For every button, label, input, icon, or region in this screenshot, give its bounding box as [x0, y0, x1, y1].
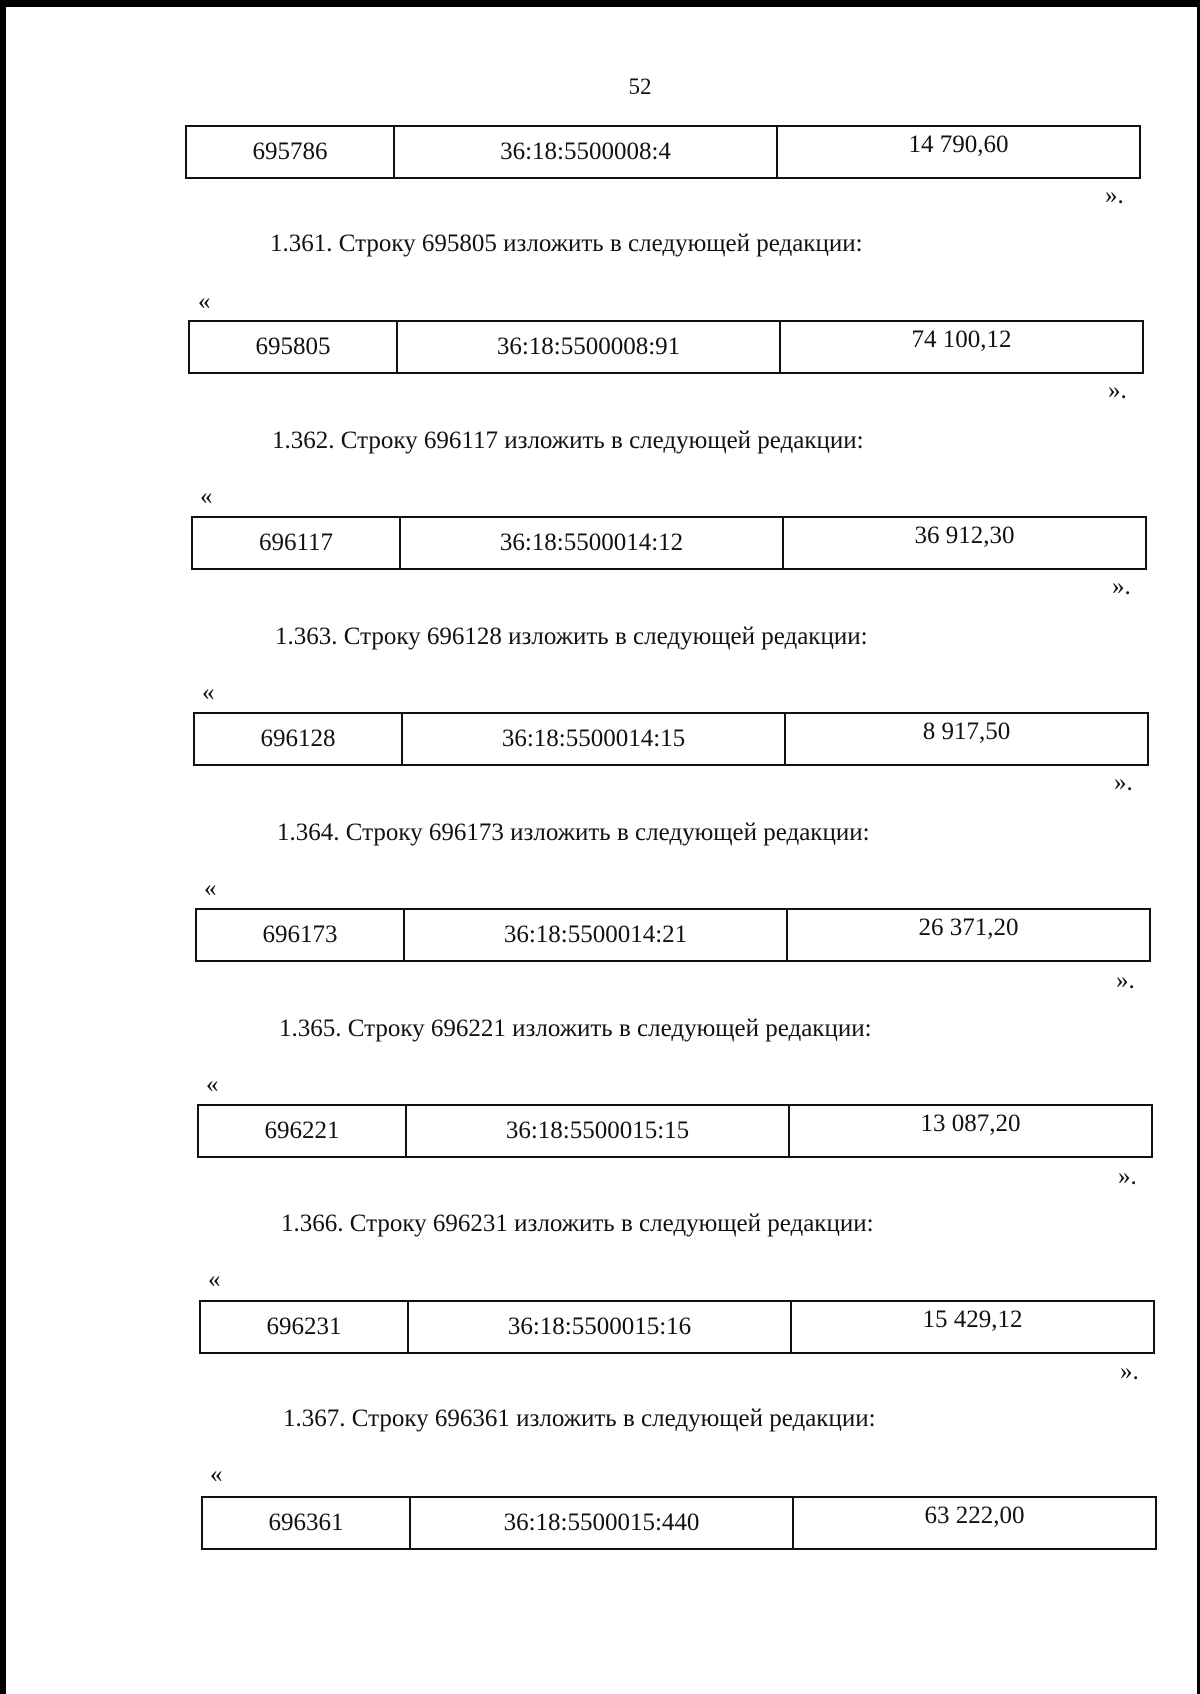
opening-quote: « [208, 1266, 221, 1293]
cadastral-number-cell: 36:18:5500014:21 [404, 909, 787, 961]
amendment-table [191, 516, 1147, 570]
closing-quote: ». [1114, 769, 1133, 796]
value-cell: 14 790,60 [777, 126, 1140, 178]
table-row [186, 126, 1140, 178]
opening-quote: « [202, 679, 215, 706]
closing-quote: ». [1120, 1358, 1139, 1385]
scan-border-top [0, 0, 1200, 7]
amendment-instruction: 1.361. Строку 695805 изложить в следующей редакции: [270, 230, 863, 257]
row-number-cell: 696173 [196, 909, 404, 961]
cadastral-number-cell: 36:18:5500014:12 [400, 517, 783, 569]
amendment-instruction: 1.363. Строку 696128 изложить в следующей редакции: [275, 623, 868, 650]
row-number-cell: 696361 [202, 1497, 410, 1549]
row-number-cell: 695805 [189, 321, 397, 373]
opening-quote: « [204, 875, 217, 902]
scan-border-left [0, 0, 6, 1694]
amendment-instruction: 1.362. Строку 696117 изложить в следующей редакции: [272, 427, 864, 454]
opening-quote: « [200, 483, 213, 510]
amendment-table [201, 1496, 1157, 1550]
closing-quote: ». [1118, 1163, 1137, 1190]
row-number-cell: 696231 [200, 1301, 408, 1353]
amendment-table [195, 908, 1151, 962]
cadastral-number-cell: 36:18:5500014:15 [402, 713, 785, 765]
page-number: 52 [628, 74, 652, 99]
closing-quote: ». [1112, 573, 1131, 600]
cadastral-number-cell: 36:18:5500015:16 [408, 1301, 791, 1353]
table-row [198, 1105, 1152, 1157]
table-row [196, 909, 1150, 961]
cadastral-number-cell: 36:18:5500008:91 [397, 321, 780, 373]
closing-quote: ». [1105, 182, 1124, 209]
amendment-table [188, 320, 1144, 374]
value-cell: 26 371,20 [787, 909, 1150, 961]
cadastral-number-cell: 36:18:5500008:4 [394, 126, 777, 178]
opening-quote: « [210, 1461, 223, 1488]
row-number-cell: 695786 [186, 126, 394, 178]
row-number-cell: 696128 [194, 713, 402, 765]
value-cell: 63 222,00 [793, 1497, 1156, 1549]
value-cell: 8 917,50 [785, 713, 1148, 765]
value-cell: 36 912,30 [783, 517, 1146, 569]
amendment-table [193, 712, 1149, 766]
amendment-table [197, 1104, 1153, 1158]
amendment-table [199, 1300, 1155, 1354]
table-row [192, 517, 1146, 569]
opening-quote: « [206, 1071, 219, 1098]
amendment-instruction: 1.367. Строку 696361 изложить в следующей редакции: [283, 1405, 876, 1432]
table-row [189, 321, 1143, 373]
value-cell: 15 429,12 [791, 1301, 1154, 1353]
cadastral-number-cell: 36:18:5500015:15 [406, 1105, 789, 1157]
table-row [200, 1301, 1154, 1353]
amendment-table [185, 125, 1141, 179]
row-number-cell: 696117 [192, 517, 400, 569]
value-cell: 13 087,20 [789, 1105, 1152, 1157]
amendment-instruction: 1.364. Строку 696173 изложить в следующей редакции: [277, 819, 870, 846]
value-cell: 74 100,12 [780, 321, 1143, 373]
opening-quote: « [198, 288, 211, 315]
amendment-instruction: 1.365. Строку 696221 изложить в следующей редакции: [279, 1015, 872, 1042]
amendment-instruction: 1.366. Строку 696231 изложить в следующей редакции: [281, 1210, 874, 1237]
table-row [194, 713, 1148, 765]
table-row [202, 1497, 1156, 1549]
row-number-cell: 696221 [198, 1105, 406, 1157]
cadastral-number-cell: 36:18:5500015:440 [410, 1497, 793, 1549]
closing-quote: ». [1108, 377, 1127, 404]
closing-quote: ». [1116, 967, 1135, 994]
